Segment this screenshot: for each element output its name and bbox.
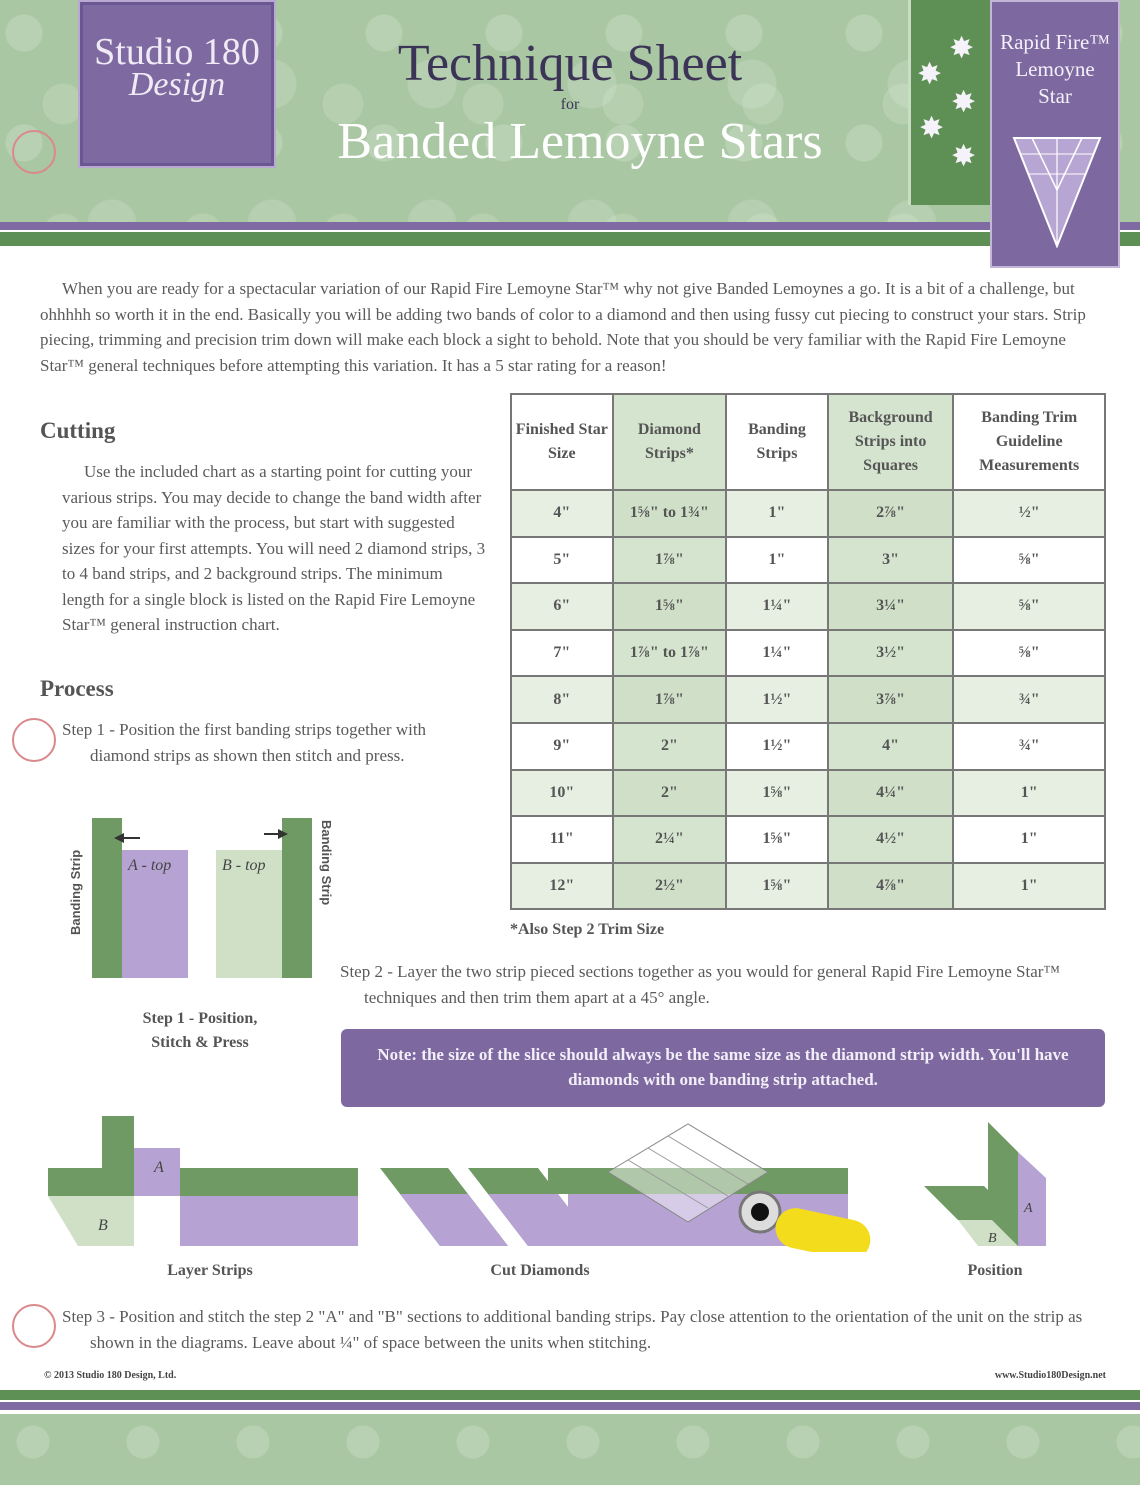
badge-line1: Rapid Fire™ (1000, 30, 1110, 54)
position-label-b: B (988, 1231, 997, 1246)
step1-caption-line2: Stitch & Press (151, 1034, 249, 1051)
table-cell: ⅝" (953, 630, 1105, 677)
table-cell: 1⅝" (613, 583, 727, 630)
table-cell: 8" (511, 676, 613, 723)
note-box: Note: the size of the slice should always be the same size as the diamond strip width. You'll have diamonds with one banding strip attached. (341, 1029, 1105, 1107)
table-row (511, 537, 1105, 584)
hole-punch-mark (12, 130, 56, 174)
star-icon: ✸ (919, 112, 945, 145)
hole-punch-mark (12, 1304, 56, 1348)
table-row (511, 723, 1105, 770)
table-row (511, 583, 1105, 630)
table-row (511, 490, 1105, 537)
step2-text: Step 2 - Layer the two strip pieced sections together as you would for general Rapid Fire Lemoyne Star™ techniques and then trim them apart at a 45° angle. (340, 962, 1061, 1007)
badge-line2: Lemoyne (1015, 57, 1095, 81)
page-subtitle: Banded Lemoyne Stars (337, 113, 823, 170)
table-cell: 7" (511, 630, 613, 677)
diagram-label-b: B (98, 1217, 108, 1234)
copyright: © 2013 Studio 180 Design, Ltd. (44, 1370, 177, 1381)
star-icon: ✸ (951, 86, 977, 119)
table-cell: ¾" (953, 676, 1105, 723)
table-cell: 11" (511, 816, 613, 863)
logo-banner (78, 0, 276, 168)
step1-caption-line1: Step 1 - Position, (142, 1010, 258, 1027)
table-cell: 4¼" (828, 770, 954, 817)
footer-green-stripe (0, 1390, 1140, 1400)
table-cell: 3½" (828, 630, 954, 677)
caption-position: Position (967, 1262, 1023, 1279)
table-cell: 1⅞" (613, 537, 727, 584)
table-cell: ¾" (953, 723, 1105, 770)
table-cell: 1½" (726, 723, 828, 770)
table-cell: 2" (613, 770, 727, 817)
table-cell: 2" (613, 723, 727, 770)
badge-stars-ribbon (908, 0, 990, 205)
label-a-top: A - top (128, 857, 172, 874)
table-header: Diamond Strips* (613, 394, 727, 490)
table-cell: ⅝" (953, 583, 1105, 630)
step1-diagram (60, 810, 350, 990)
table-row (511, 816, 1105, 863)
table-cell: 12" (511, 863, 613, 910)
step1-caption (110, 1007, 290, 1055)
table-cell: 4" (828, 723, 954, 770)
table-row (511, 676, 1105, 723)
table-cell: 9" (511, 723, 613, 770)
intro-paragraph: When you are ready for a spectacular variation of our Rapid Fire Lemoyne Star™ why not give Banded Lemoynes a go. It is a bit of a challenge, but ohhhhh so worth it in the end. Basically you will be adding two bands of color to a diamond and then using fussy cut piecing to construct your stars. Strip piecing, trimming and precision trim down will make each block a sight to behold. Note that you should be very familiar with the Rapid Fire Lemoyne Star™ general techniques before attempting this variation. It has a 5 star rating for a reason! (40, 279, 1086, 375)
table-cell: 4⅞" (828, 863, 954, 910)
banding-strip-label: Banding Strip (68, 849, 83, 935)
star-icon: ✸ (951, 140, 977, 173)
cutting-paragraph: Use the included chart as a starting point for cutting your various strips. You may decide to change the band width after you are familiar with the process, but start with suggested sizes for your first attempts. You will need 2 diamond strips, 3 to 4 band strips, and 2 background strips. The minimum length for a single block is listed on the Rapid Fire Lemoyne Star™ general instruction chart. (62, 462, 486, 634)
footer-band (0, 1414, 1140, 1485)
label-b-top: B - top (222, 857, 266, 874)
diagram-label-a: A (154, 1159, 164, 1176)
caption-cut-diamonds: Cut Diamonds (490, 1262, 590, 1279)
table-cell: 1⅝" (726, 863, 828, 910)
table-cell: 1⅞" to 1⅞" (613, 630, 727, 677)
logo-line1: Studio 180 (94, 31, 260, 73)
table-cell: 1" (726, 490, 828, 537)
position-label-a: A (1024, 1201, 1033, 1216)
star-icon: ✸ (917, 58, 943, 91)
table-cell: 3¼" (828, 583, 954, 630)
header-green-stripe (0, 232, 1140, 246)
cutting-heading: Cutting (40, 418, 116, 443)
star-icon: ✸ (949, 32, 975, 65)
step3-text: Step 3 - Position and stitch the step 2 "A" and "B" sections to additional banding strips. Pay close attention to the orientation of the unit on the strip as shown in the diagrams. Leave about ¼" of space between the units when stitching. (62, 1307, 1083, 1352)
title-for: for (560, 96, 580, 113)
table-cell: 1⅝" (726, 816, 828, 863)
table-cell: 4" (511, 490, 613, 537)
table-cell: 1" (953, 863, 1105, 910)
hole-punch-mark (12, 718, 56, 762)
logo-line2: Design (128, 66, 226, 103)
table-cell: 1⅞" (613, 676, 727, 723)
table-cell: 10" (511, 770, 613, 817)
cutting-chart-table (510, 393, 1106, 910)
process-heading: Process (40, 676, 114, 701)
table-cell: 2⅞" (828, 490, 954, 537)
table-row (511, 630, 1105, 677)
table-header: Banding Strips (726, 394, 828, 490)
website: www.Studio180Design.net (994, 1370, 1106, 1381)
table-cell: 1" (953, 816, 1105, 863)
table-header: Background Strips into Squares (828, 394, 954, 490)
page-title: Technique Sheet (397, 35, 743, 92)
table-footnote: *Also Step 2 Trim Size (510, 921, 665, 938)
table-cell: 2¼" (613, 816, 727, 863)
table-cell: 1¼" (726, 583, 828, 630)
ruler-cone-icon (1012, 130, 1102, 248)
table-cell: ⅝" (953, 537, 1105, 584)
table-cell: 5" (511, 537, 613, 584)
header-purple-stripe (0, 222, 1140, 230)
caption-layer-strips: Layer Strips (167, 1262, 253, 1279)
table-cell: 1¼" (726, 630, 828, 677)
table-header: Finished Star Size (511, 394, 613, 490)
table-cell: 3" (828, 537, 954, 584)
table-cell: 3⅞" (828, 676, 954, 723)
table-cell: ½" (953, 490, 1105, 537)
footer-purple-stripe (0, 1402, 1140, 1410)
table-cell: 2½" (613, 863, 727, 910)
table-cell: 1⅝" (726, 770, 828, 817)
step2-diagrams (48, 1112, 1058, 1252)
step1-text: Step 1 - Position the first banding strips together with diamond strips as shown then stitch and press. (62, 720, 427, 765)
table-row (511, 770, 1105, 817)
table-cell: 1" (726, 537, 828, 584)
badge-line3: Star (1038, 84, 1072, 108)
table-cell: 4½" (828, 816, 954, 863)
table-cell: 6" (511, 583, 613, 630)
table-row (511, 863, 1105, 910)
banding-strip-label: Banding Strip (319, 820, 334, 906)
table-cell: 1½" (726, 676, 828, 723)
table-cell: 1" (953, 770, 1105, 817)
table-header: Banding Trim Guideline Measurements (953, 394, 1105, 490)
table-cell: 1⅝" to 1¾" (613, 490, 727, 537)
